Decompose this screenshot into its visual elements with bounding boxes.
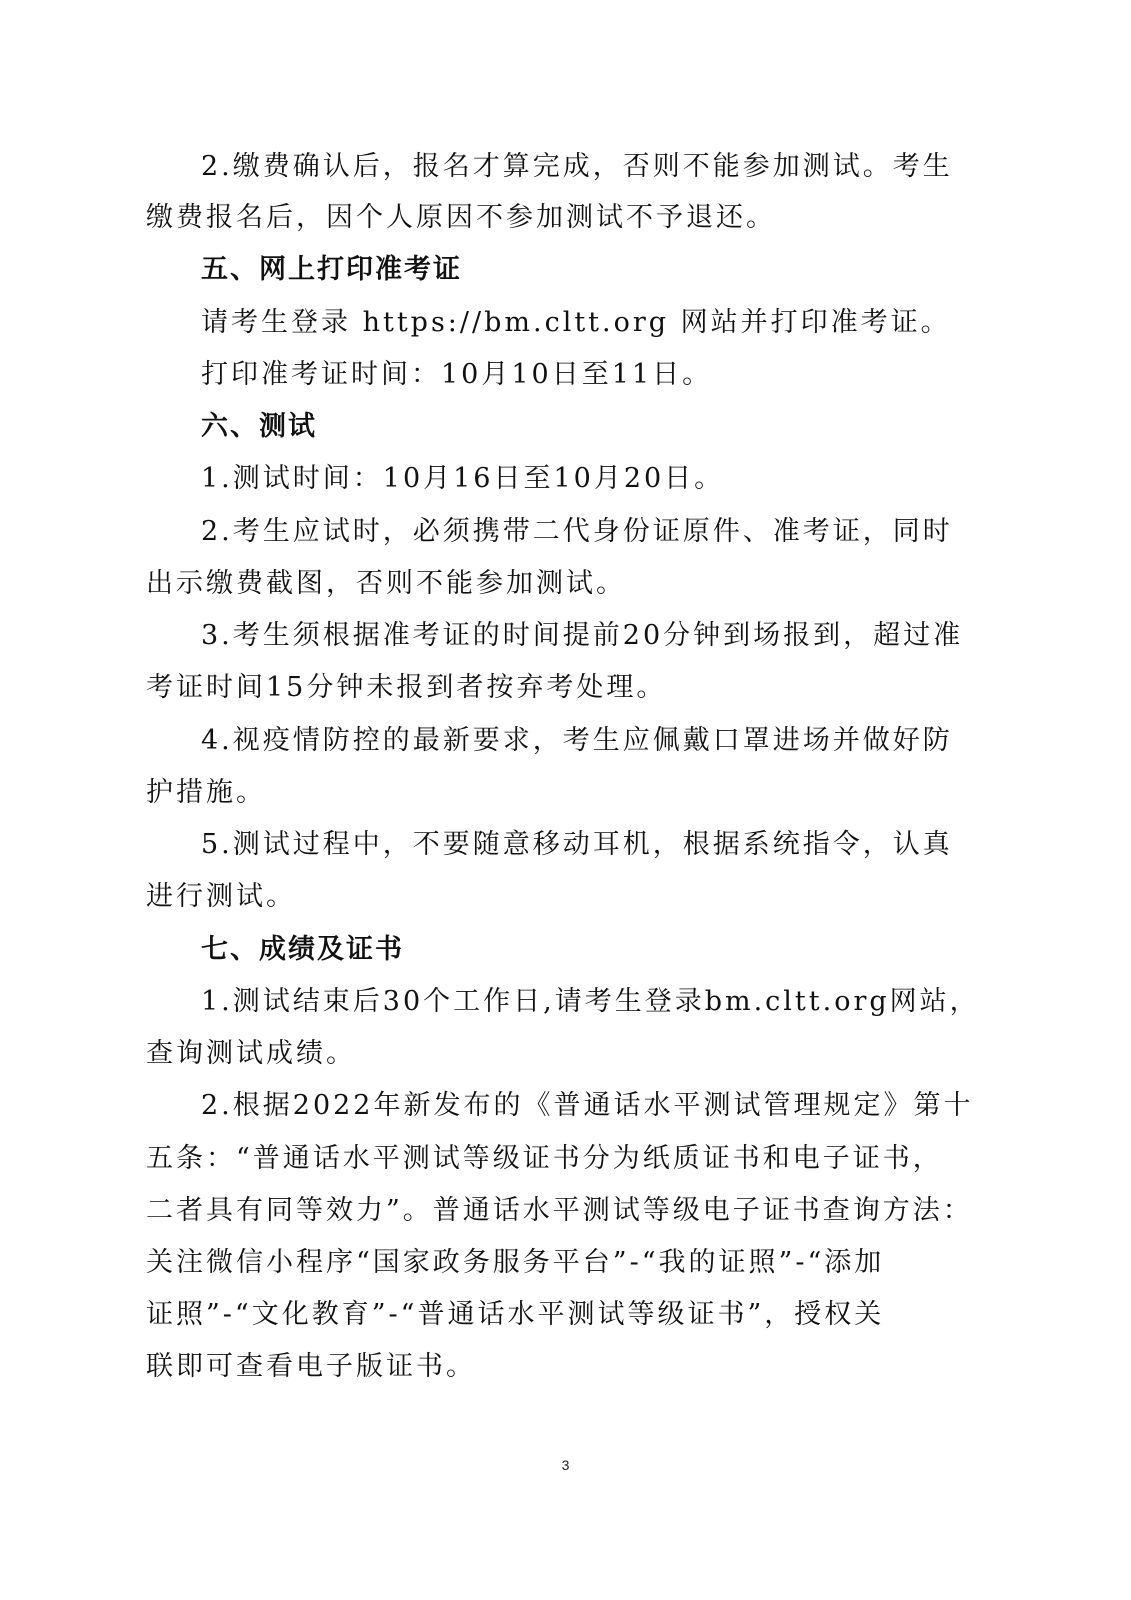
paragraph-line: 2.缴费确认后，报名才算完成，否则不能参加测试。考生 xyxy=(201,151,953,182)
page-number: 3 xyxy=(561,1457,570,1473)
paragraph-line: 2.考生应试时，必须携带二代身份证原件、准考证，同时 xyxy=(201,516,953,547)
section-heading: 六、测试 xyxy=(201,411,317,442)
paragraph-line: 打印准考证时间：10月10日至11日。 xyxy=(201,359,713,390)
paragraph-line: 二者具有同等效力”。普通话水平测试等级电子证书查询方法： xyxy=(146,1195,973,1226)
paragraph-line: 查询测试成绩。 xyxy=(146,1038,356,1069)
paragraph-line: 1.测试结束后30个工作日,请考生登录bm.cltt.org网站， xyxy=(201,986,980,1017)
section-heading: 七、成绩及证书 xyxy=(201,934,404,965)
paragraph-line: 请考生登录 https://bm.cltt.org 网站并打印准考证。 xyxy=(201,307,951,338)
paragraph-line: 五条：“普通话水平测试等级证书分为纸质证书和电子证书， xyxy=(146,1143,943,1174)
paragraph-line: 护措施。 xyxy=(146,777,266,808)
paragraph-line: 5.测试过程中，不要随意移动耳机，根据系统指令，认真 xyxy=(201,829,953,860)
paragraph-line: 3.考生须根据准考证的时间提前20分钟到场报到，超过准 xyxy=(201,620,964,651)
paragraph-line: 4.视疫情防控的最新要求，考生应佩戴口罩进场并做好防 xyxy=(201,725,953,756)
paragraph-line: 联即可查看电子版证书。 xyxy=(146,1351,476,1382)
paragraph-line: 缴费报名后，因个人原因不参加测试不予退还。 xyxy=(146,202,776,233)
paragraph-line: 2.根据2022年新发布的《普通话水平测试管理规定》第十 xyxy=(201,1090,974,1121)
paragraph-line: 关注微信小程序“国家政务服务平台”-“我的证照”-“添加 xyxy=(146,1247,885,1278)
paragraph-line: 出示缴费截图，否则不能参加测试。 xyxy=(146,568,626,599)
paragraph-line: 考证时间15分钟未报到者按弃考处理。 xyxy=(146,672,667,703)
paragraph-line: 进行测试。 xyxy=(146,881,296,912)
paragraph-line: 证照”-“文化教育”-“普通话水平测试等级证书”，授权关 xyxy=(146,1299,885,1330)
paragraph-line: 1.测试时间：10月16日至10月20日。 xyxy=(201,463,725,494)
section-heading: 五、网上打印准考证 xyxy=(201,254,462,285)
